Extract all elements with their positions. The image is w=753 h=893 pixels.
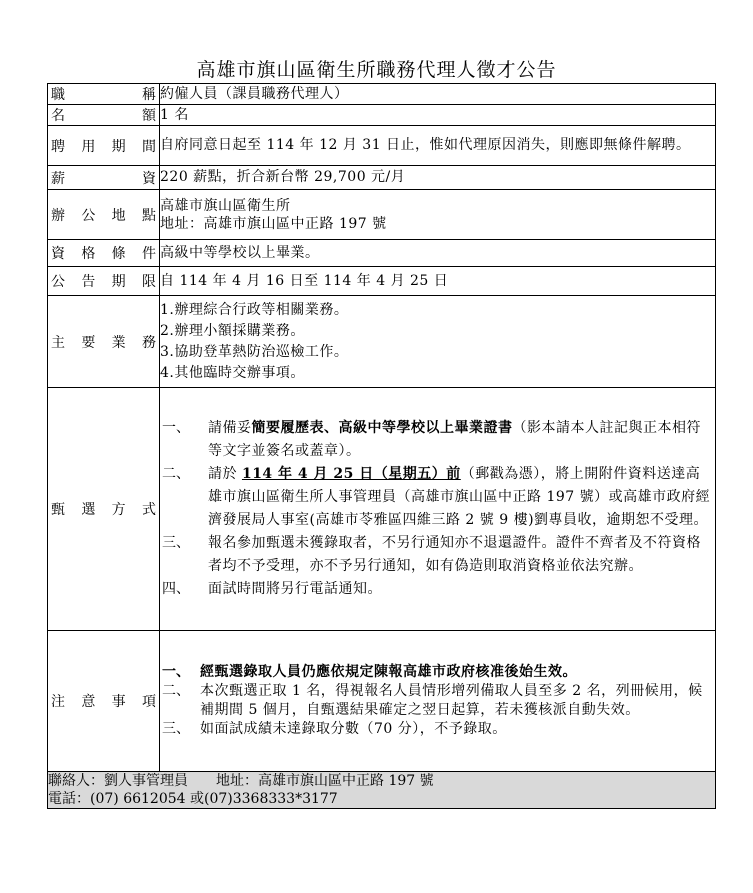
label-office: 辦 公 地 點	[48, 190, 160, 240]
label-notes: 注 意 事 項	[48, 631, 160, 772]
value-salary: 220 薪點，折合新台幣 29,700 元/月	[160, 166, 716, 190]
value-notes	[160, 631, 716, 772]
contact-address: 地址：高雄市旗山區中正路 197 號	[216, 773, 434, 789]
duty-item: 2.辦理小額採購業務。	[160, 322, 305, 339]
value-qualification: 高級中等學校以上畢業。	[160, 240, 716, 267]
label-quota: 名 額	[48, 105, 160, 126]
row-office	[48, 190, 716, 240]
value-selection	[160, 388, 716, 631]
row-quota	[48, 105, 716, 126]
row-selection	[48, 388, 716, 631]
duty-item: 1.辦理綜合行政等相關業務。	[160, 301, 349, 318]
row-announce	[48, 267, 716, 296]
label-qualification: 資 格 條 件	[48, 240, 160, 267]
note-item: 一、 經甄選錄取人員仍應依規定陳報高雄市政府核准後始生效。	[162, 664, 577, 680]
row-duties	[48, 296, 716, 388]
contact-person: 聯絡人：劉人事管理員	[48, 773, 188, 789]
deadline: 114 年 4 月 25 日（星期五）前	[241, 466, 461, 482]
note-item: 二、 本次甄選正取 1 名，得視報名人員情形增列備取人員至多 2 名，列冊候用，候補期間 5 個月，自甄選結果確定之翌日起算，若未獲核派自動失效。	[162, 683, 703, 718]
duty-item: 4.其他臨時交辦事項。	[160, 364, 305, 381]
row-qualification	[48, 240, 716, 267]
row-salary	[48, 166, 716, 190]
row-notes	[48, 631, 716, 772]
value-position: 約僱人員（課員職務代理人）	[160, 84, 716, 105]
value-office	[160, 190, 716, 240]
selection-item: 一、 請備妥簡要履歷表、高級中等學校以上畢業證書（影本請本人註記與正本相符等文字並簽名或蓋章）。	[162, 420, 701, 459]
contact-footer	[48, 772, 716, 809]
value-quota: 1 名	[160, 105, 716, 126]
value-duties	[160, 296, 716, 388]
row-period	[48, 126, 716, 166]
office-address: 地址：高雄市旗山區中正路 197 號	[160, 215, 387, 232]
required-documents: 簡要履歷表、高級中等學校以上畢業證書	[251, 420, 513, 436]
label-selection: 甄 選 方 式	[48, 388, 160, 631]
recruitment-table	[47, 83, 716, 809]
selection-item: 四、 面試時間將另行電話通知。	[162, 581, 382, 597]
row-footer	[48, 772, 716, 809]
value-period: 自府同意日起至 114 年 12 月 31 日止，惟如代理原因消失，則應即無條件解聘。	[160, 126, 716, 166]
label-period: 聘 用 期 間	[48, 126, 160, 166]
row-position	[48, 84, 716, 105]
page-title: 高雄市旗山區衛生所職務代理人徵才公告	[196, 59, 557, 81]
selection-item: 三、 報名參加甄選未獲錄取者，不另行通知亦不退還證件。證件不齊者及不符資格者均不予受理，亦不予另行通知，如有偽造則取消資格並依法究辦。	[162, 535, 701, 574]
duty-item: 3.協助登革熱防治巡檢工作。	[160, 343, 349, 360]
selection-list	[160, 411, 715, 607]
label-announce: 公 告 期 限	[48, 267, 160, 296]
selection-item: 二、 請於 114 年 4 月 25 日（星期五）前（郵戳為憑），將上開附件資料送達高雄市旗山區衛生所人事管理員（高雄市旗山區中正路 197 號）或高雄市政府經濟發展局人事室(高雄市苓雅區四維三路 2 號 9 樓)劉專員收，逾期恕不受理。	[162, 466, 711, 528]
office-name: 高雄市旗山區衛生所	[160, 197, 291, 214]
label-duties: 主 要 業 務	[48, 296, 160, 388]
label-salary: 薪 資	[48, 166, 160, 190]
label-position: 職 稱	[48, 84, 160, 105]
value-announce: 自 114 年 4 月 16 日至 114 年 4 月 25 日	[160, 267, 716, 296]
contact-phone: 電話：(07) 6612054 或(07)3368333*3177	[48, 791, 338, 807]
note-item: 三、 如面試成績未達錄取分數（70 分），不予錄取。	[162, 721, 507, 737]
notes-list	[160, 659, 715, 743]
